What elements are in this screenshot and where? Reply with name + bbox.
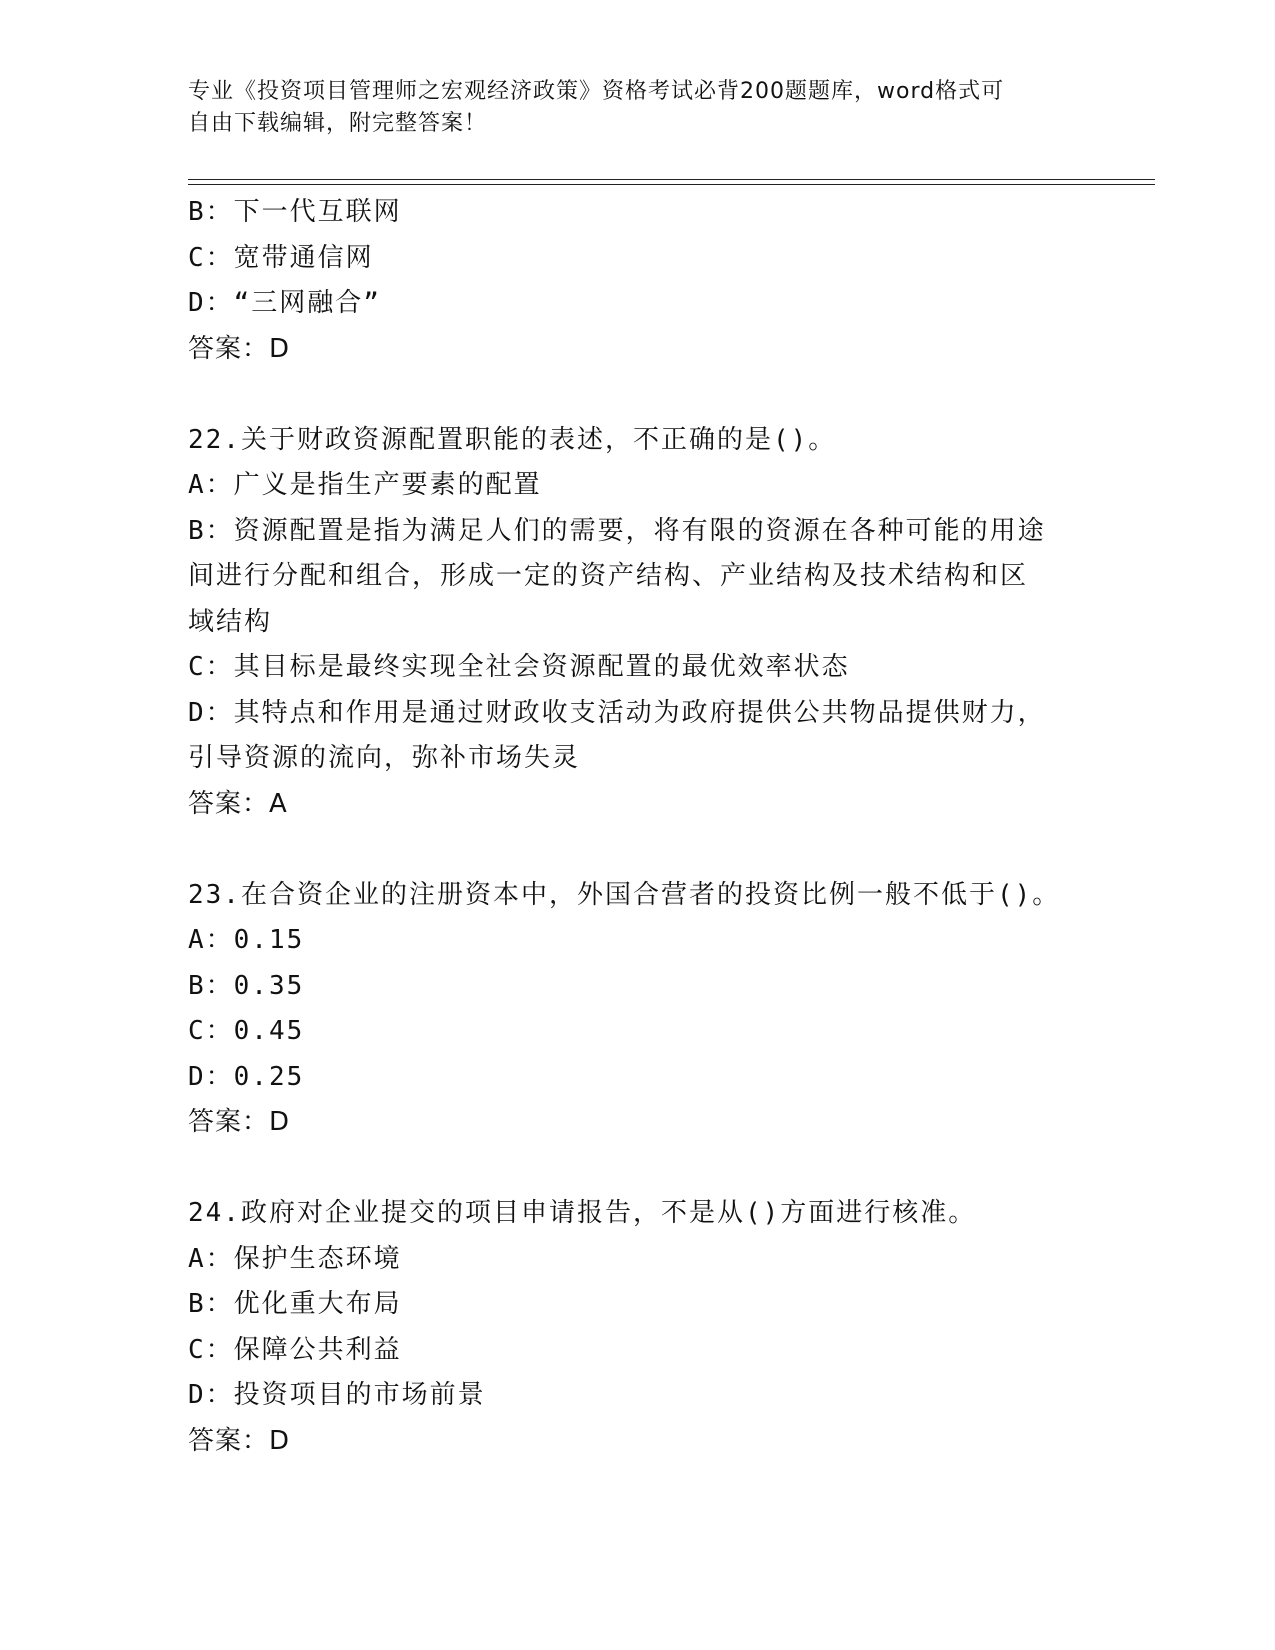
question-text: 23.在合资企业的注册资本中，外国合营者的投资比例一般不低于()。 — [188, 879, 1061, 910]
header-divider-top — [188, 179, 1155, 180]
answer-line: 答案：A — [188, 788, 288, 819]
question-block-24 — [188, 1191, 1088, 1464]
answer-line: 答案：D — [188, 1425, 291, 1456]
question-block-23 — [188, 873, 1088, 1146]
spacer — [188, 827, 1088, 873]
answer-line: 答案：D — [188, 1107, 291, 1137]
option-a: A：0.15 — [188, 925, 305, 955]
option-b: B：下一代互联网 — [188, 197, 402, 227]
header-title-line-1: 专业《投资项目管理师之宏观经济政策》资格考试必背200题题库，word格式可 — [188, 79, 1005, 104]
option-b-line-3: 域结构 — [188, 606, 273, 637]
option-a: A：广义是指生产要素的配置 — [188, 470, 542, 500]
question-text: 22.关于财政资源配置职能的表述，不正确的是()。 — [188, 424, 837, 455]
header-title-line-2: 自由下载编辑，附完整答案！ — [188, 111, 488, 136]
option-d: D：投资项目的市场前景 — [188, 1380, 486, 1410]
answer-line: 答案：D — [188, 333, 291, 364]
option-d: D：0.25 — [188, 1061, 305, 1092]
option-a: A：保护生态环境 — [188, 1243, 402, 1274]
header-divider-bottom — [188, 184, 1155, 185]
option-b-line-2: 间进行分配和组合，形成一定的资产结构、产业结构及技术结构和区 — [188, 561, 1029, 591]
option-c: C：其目标是最终实现全社会资源配置的最优效率状态 — [188, 652, 850, 682]
option-c: C：宽带通信网 — [188, 242, 374, 273]
document-header — [188, 76, 1068, 140]
option-b: B：优化重大布局 — [188, 1289, 402, 1319]
option-b: B：0.35 — [188, 970, 305, 1001]
spacer — [188, 372, 1088, 418]
question-text: 24.政府对企业提交的项目申请报告，不是从()方面进行核准。 — [188, 1198, 977, 1228]
option-d-line-1: D：其特点和作用是通过财政收支活动为政府提供公共物品提供财力， — [188, 697, 1046, 728]
option-d: D：“三网融合” — [188, 288, 381, 318]
question-list — [188, 190, 1088, 1464]
option-c: C：保障公共利益 — [188, 1334, 402, 1365]
question-block-21 — [188, 190, 1088, 372]
option-b-line-1: B：资源配置是指为满足人们的需要，将有限的资源在各种可能的用途 — [188, 515, 1046, 546]
spacer — [188, 1146, 1088, 1192]
option-d-line-2: 引导资源的流向，弥补市场失灵 — [188, 743, 581, 773]
question-block-22 — [188, 418, 1088, 828]
option-c: C：0.45 — [188, 1016, 305, 1046]
